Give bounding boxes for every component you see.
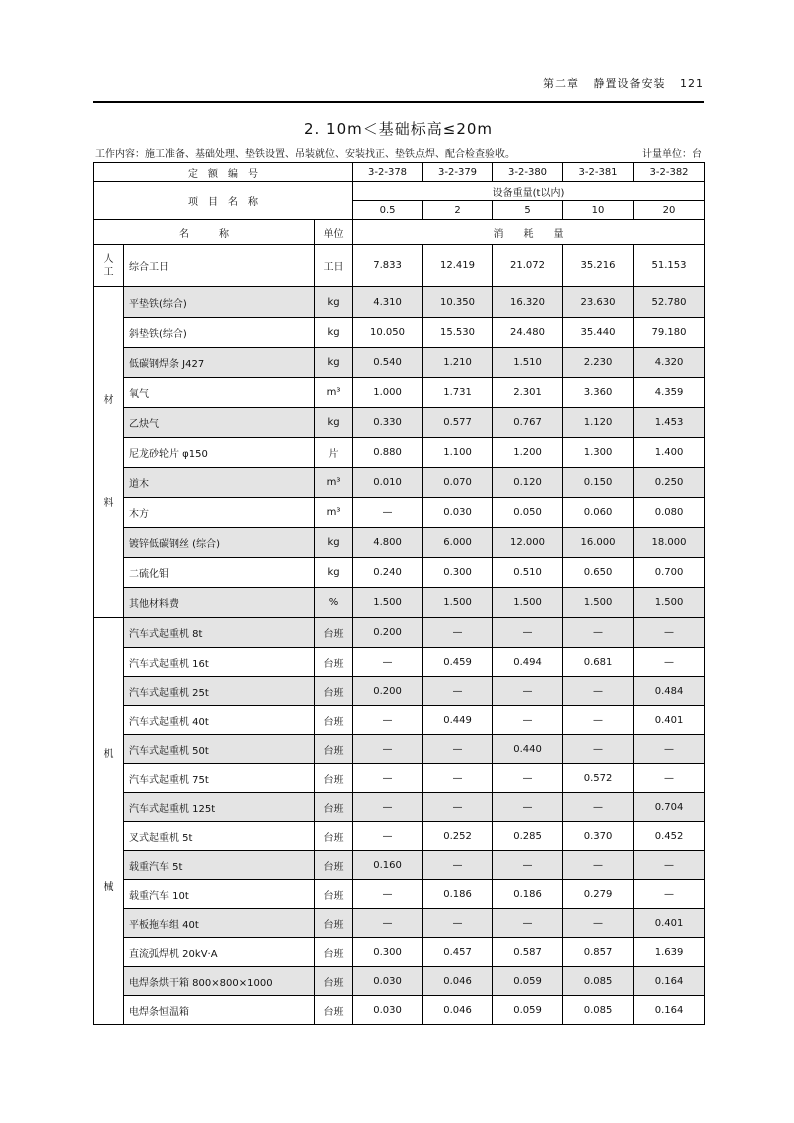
consumption-value: 24.480 <box>493 318 563 348</box>
consumption-value: 0.059 <box>493 967 563 996</box>
consumption-value: 0.070 <box>423 468 493 498</box>
item-name: 斜垫铁(综合) <box>124 318 315 348</box>
header-rule <box>93 101 704 103</box>
consumption-value: — <box>634 735 705 764</box>
consumption-value: — <box>423 909 493 938</box>
item-name: 低碳钢焊条 J427 <box>124 348 315 378</box>
consumption-value: 0.030 <box>353 967 423 996</box>
item-unit: % <box>315 588 353 618</box>
item-unit: 台班 <box>315 618 353 648</box>
weight-value: 2 <box>423 201 493 220</box>
consumption-value: 2.301 <box>493 378 563 408</box>
table-row <box>94 558 705 588</box>
table-row <box>94 468 705 498</box>
consumption-value: 0.010 <box>353 468 423 498</box>
consumption-value: — <box>423 793 493 822</box>
item-unit: 台班 <box>315 677 353 706</box>
chapter-label: 第二章 <box>543 77 579 90</box>
unit-note: 计量单位：台 <box>642 149 702 160</box>
table-row <box>94 764 705 793</box>
item-unit: 工日 <box>315 245 353 287</box>
item-unit: 台班 <box>315 764 353 793</box>
item-unit: 台班 <box>315 822 353 851</box>
name-column-label: 名 称 <box>94 220 315 245</box>
consumption-value: 0.650 <box>563 558 634 588</box>
consumption-value: — <box>353 793 423 822</box>
consumption-value: 12.419 <box>423 245 493 287</box>
item-unit: 台班 <box>315 793 353 822</box>
item-name: 综合工日 <box>124 245 315 287</box>
consumption-value: — <box>353 648 423 677</box>
item-name: 氧气 <box>124 378 315 408</box>
item-name: 尼龙砂轮片 φ150 <box>124 438 315 468</box>
materials-section <box>94 287 705 618</box>
quota-code: 3-2-381 <box>563 163 634 182</box>
consumption-value: 0.401 <box>634 909 705 938</box>
consumption-value: — <box>493 706 563 735</box>
quota-code: 3-2-378 <box>353 163 423 182</box>
consumption-value: 0.085 <box>563 996 634 1025</box>
consumption-value: 0.240 <box>353 558 423 588</box>
consumption-value: — <box>563 706 634 735</box>
consumption-value: 1.453 <box>634 408 705 438</box>
category-spacer <box>94 407 123 497</box>
consumption-value: 0.060 <box>563 498 634 528</box>
weight-label-row <box>94 182 705 201</box>
item-name: 汽车式起重机 40t <box>124 706 315 735</box>
item-name: 汽车式起重机 8t <box>124 618 315 648</box>
consumption-value: 10.350 <box>423 287 493 318</box>
consumption-value: — <box>353 822 423 851</box>
item-name: 载重汽车 10t <box>124 880 315 909</box>
consumption-value: 0.252 <box>423 822 493 851</box>
table-row <box>94 735 705 764</box>
consumption-value: 0.285 <box>493 822 563 851</box>
consumption-value: 1.400 <box>634 438 705 468</box>
consumption-value: 0.046 <box>423 967 493 996</box>
work-content: 工作内容：施工准备、基础处理、垫铁设置、吊装就位、安装找正、垫铁点焊、配合检查验收。 <box>95 149 515 160</box>
consumption-value: 4.310 <box>353 287 423 318</box>
consumption-value: 1.100 <box>423 438 493 468</box>
item-name: 木方 <box>124 498 315 528</box>
consumption-value: — <box>423 851 493 880</box>
consumption-value: — <box>353 735 423 764</box>
consumption-value: — <box>493 909 563 938</box>
consumption-value: 0.186 <box>493 880 563 909</box>
table-row <box>94 245 705 287</box>
section-label: 静置设备安装 <box>593 77 666 90</box>
consumption-value: — <box>634 764 705 793</box>
consumption-value: 0.510 <box>493 558 563 588</box>
table-row <box>94 706 705 735</box>
consumption-value: 12.000 <box>493 528 563 558</box>
consumption-value: 0.484 <box>634 677 705 706</box>
consumption-value: 0.030 <box>423 498 493 528</box>
consumption-value: — <box>634 851 705 880</box>
consumption-value: 6.000 <box>423 528 493 558</box>
consumption-value: 2.230 <box>563 348 634 378</box>
consumption-value: — <box>493 764 563 793</box>
category-spacer <box>94 761 123 881</box>
consumption-value: — <box>493 793 563 822</box>
consumption-value: 0.250 <box>634 468 705 498</box>
consumption-value: — <box>353 909 423 938</box>
consumption-value: 0.186 <box>423 880 493 909</box>
table-row <box>94 677 705 706</box>
item-name: 平垫铁(综合) <box>124 287 315 318</box>
quota-code: 3-2-380 <box>493 163 563 182</box>
consumption-value: 0.767 <box>493 408 563 438</box>
quota-code: 3-2-379 <box>423 163 493 182</box>
item-unit: 台班 <box>315 735 353 764</box>
consumption-value: 0.059 <box>493 996 563 1025</box>
category-cell <box>94 287 124 618</box>
consumption-value: 0.857 <box>563 938 634 967</box>
table-row <box>94 498 705 528</box>
consumption-value: — <box>563 909 634 938</box>
category-label-top: 材 <box>103 395 114 406</box>
consumption-value: 1.500 <box>634 588 705 618</box>
item-unit: 台班 <box>315 967 353 996</box>
consumption-value: 1.500 <box>423 588 493 618</box>
table-row <box>94 909 705 938</box>
consumption-value: 3.360 <box>563 378 634 408</box>
item-name: 汽车式起重机 125t <box>124 793 315 822</box>
weight-label: 设备重量(t以内) <box>353 182 705 201</box>
item-unit: 台班 <box>315 909 353 938</box>
table-row <box>94 348 705 378</box>
consumption-value: 0.440 <box>493 735 563 764</box>
table-row <box>94 378 705 408</box>
consumption-value: — <box>563 618 634 648</box>
consumption-value: 15.530 <box>423 318 493 348</box>
table-row <box>94 996 705 1025</box>
item-name: 乙炔气 <box>124 408 315 438</box>
consumption-value: 0.160 <box>353 851 423 880</box>
item-name: 汽车式起重机 50t <box>124 735 315 764</box>
table-row <box>94 618 705 648</box>
consumption-value: 0.200 <box>353 677 423 706</box>
consumption-value: — <box>423 677 493 706</box>
consumption-value: — <box>563 677 634 706</box>
consumption-value: 4.320 <box>634 348 705 378</box>
table-row <box>94 880 705 909</box>
consumption-value: 16.000 <box>563 528 634 558</box>
weight-value: 10 <box>563 201 634 220</box>
consumption-value: 1.300 <box>563 438 634 468</box>
page-number: 121 <box>680 77 704 90</box>
weight-value: 5 <box>493 201 563 220</box>
labor-section <box>94 245 705 287</box>
consumption-value: — <box>493 851 563 880</box>
item-name: 汽车式起重机 75t <box>124 764 315 793</box>
item-name: 直流弧焊机 20kV·A <box>124 938 315 967</box>
item-unit: m³ <box>315 498 353 528</box>
consumption-value: 1.510 <box>493 348 563 378</box>
item-unit: 台班 <box>315 996 353 1025</box>
work-content-line <box>95 145 704 160</box>
item-unit: kg <box>315 408 353 438</box>
consumption-value: 0.681 <box>563 648 634 677</box>
table-row <box>94 287 705 318</box>
category-label-bottom: 械 <box>103 882 114 893</box>
consumption-value: 1.500 <box>353 588 423 618</box>
consumption-value: 1.500 <box>563 588 634 618</box>
item-unit: 台班 <box>315 706 353 735</box>
consumption-value: 0.164 <box>634 996 705 1025</box>
consumption-value: 0.050 <box>493 498 563 528</box>
item-name: 电焊条烘干箱 800×800×1000 <box>124 967 315 996</box>
consumption-value: — <box>563 793 634 822</box>
consumption-value: 0.080 <box>634 498 705 528</box>
consumption-value: 51.153 <box>634 245 705 287</box>
consumption-value: 1.731 <box>423 378 493 408</box>
table-row <box>94 938 705 967</box>
consumption-value: 0.330 <box>353 408 423 438</box>
item-unit: m³ <box>315 378 353 408</box>
consumption-value: 0.200 <box>353 618 423 648</box>
consumption-value: 0.449 <box>423 706 493 735</box>
consumption-value: — <box>353 880 423 909</box>
table-row <box>94 648 705 677</box>
item-name: 道木 <box>124 468 315 498</box>
consumption-value: — <box>423 764 493 793</box>
consumption-value: 0.046 <box>423 996 493 1025</box>
consumption-value: 0.120 <box>493 468 563 498</box>
consumption-value: 0.279 <box>563 880 634 909</box>
weight-value: 0.5 <box>353 201 423 220</box>
consumption-value: 35.216 <box>563 245 634 287</box>
machinery-section <box>94 618 705 1025</box>
running-head <box>95 75 704 91</box>
consumption-value: 10.050 <box>353 318 423 348</box>
consumption-value: 0.459 <box>423 648 493 677</box>
consumption-value: 4.800 <box>353 528 423 558</box>
consumption-value: 16.320 <box>493 287 563 318</box>
item-name: 电焊条恒温箱 <box>124 996 315 1025</box>
consumption-value: 0.457 <box>423 938 493 967</box>
item-name: 二硫化钼 <box>124 558 315 588</box>
consumption-value: 0.030 <box>353 996 423 1025</box>
consumption-value: — <box>634 618 705 648</box>
consumption-value: 0.370 <box>563 822 634 851</box>
table-row <box>94 793 705 822</box>
consumption-value: 52.780 <box>634 287 705 318</box>
consumption-value: 0.494 <box>493 648 563 677</box>
item-name: 平板拖车组 40t <box>124 909 315 938</box>
consumption-value: — <box>423 735 493 764</box>
table-row <box>94 318 705 348</box>
weight-value: 20 <box>634 201 705 220</box>
item-unit: 台班 <box>315 880 353 909</box>
consumption-value: 0.452 <box>634 822 705 851</box>
category-cell <box>94 618 124 1025</box>
consumption-value: 4.359 <box>634 378 705 408</box>
consumption-value: 35.440 <box>563 318 634 348</box>
consumption-value: 0.572 <box>563 764 634 793</box>
consumption-value: 0.704 <box>634 793 705 822</box>
consumption-value: — <box>353 764 423 793</box>
consumption-value: 0.300 <box>423 558 493 588</box>
consumption-value: 0.587 <box>493 938 563 967</box>
item-unit: 片 <box>315 438 353 468</box>
consumption-value: 0.164 <box>634 967 705 996</box>
section-title: 2. 10m＜基础标高≤20m <box>303 120 494 138</box>
consumption-value: — <box>493 618 563 648</box>
item-unit: kg <box>315 528 353 558</box>
consumption-value: 21.072 <box>493 245 563 287</box>
item-unit: kg <box>315 318 353 348</box>
table-row <box>94 588 705 618</box>
consumption-value: 79.180 <box>634 318 705 348</box>
consumption-value: 1.639 <box>634 938 705 967</box>
consumption-value: 0.300 <box>353 938 423 967</box>
quota-table <box>93 162 705 1025</box>
quota-code: 3-2-382 <box>634 163 705 182</box>
consumption-value: 0.700 <box>634 558 705 588</box>
unit-column-label: 单位 <box>315 220 353 245</box>
item-name: 汽车式起重机 25t <box>124 677 315 706</box>
item-name: 其他材料费 <box>124 588 315 618</box>
table-row <box>94 851 705 880</box>
item-name: 载重汽车 5t <box>124 851 315 880</box>
consumption-value: — <box>563 851 634 880</box>
consumption-value: 1.210 <box>423 348 493 378</box>
table-row <box>94 967 705 996</box>
consumption-value: 0.401 <box>634 706 705 735</box>
item-name: 叉式起重机 5t <box>124 822 315 851</box>
consumption-value: 1.000 <box>353 378 423 408</box>
item-name: 镀锌低碳钢丝 (综合) <box>124 528 315 558</box>
consumption-value: 1.120 <box>563 408 634 438</box>
category-cell <box>94 245 124 287</box>
consumption-value: 1.500 <box>493 588 563 618</box>
consumption-value: 0.540 <box>353 348 423 378</box>
item-name: 汽车式起重机 16t <box>124 648 315 677</box>
quota-code-label: 定 额 编 号 <box>94 163 353 182</box>
consumption-value: 23.630 <box>563 287 634 318</box>
consumption-value: 0.085 <box>563 967 634 996</box>
consumption-value: — <box>634 648 705 677</box>
item-unit: 台班 <box>315 851 353 880</box>
consumption-value: 18.000 <box>634 528 705 558</box>
consumption-value: 7.833 <box>353 245 423 287</box>
consumption-value: — <box>563 735 634 764</box>
consumption-value: — <box>353 706 423 735</box>
consumption-value: 0.880 <box>353 438 423 468</box>
table-row <box>94 822 705 851</box>
column-header-row <box>94 220 705 245</box>
quota-code-row <box>94 163 705 182</box>
consumption-value: — <box>353 498 423 528</box>
consumption-label: 消 耗 量 <box>353 220 705 245</box>
consumption-value: — <box>634 880 705 909</box>
consumption-value: — <box>493 677 563 706</box>
category-label-bottom: 料 <box>103 498 114 509</box>
item-unit: kg <box>315 348 353 378</box>
item-unit: m³ <box>315 468 353 498</box>
item-unit: kg <box>315 558 353 588</box>
consumption-value: — <box>423 618 493 648</box>
table-row <box>94 528 705 558</box>
category-label: 人工 <box>103 253 114 278</box>
consumption-value: 0.150 <box>563 468 634 498</box>
table-row <box>94 438 705 468</box>
consumption-value: 1.200 <box>493 438 563 468</box>
item-unit: 台班 <box>315 938 353 967</box>
item-unit: kg <box>315 287 353 318</box>
table-row <box>94 408 705 438</box>
item-unit: 台班 <box>315 648 353 677</box>
item-name-label: 项 目 名 称 <box>94 182 353 220</box>
category-label-top: 机 <box>103 749 114 760</box>
consumption-value: 0.577 <box>423 408 493 438</box>
